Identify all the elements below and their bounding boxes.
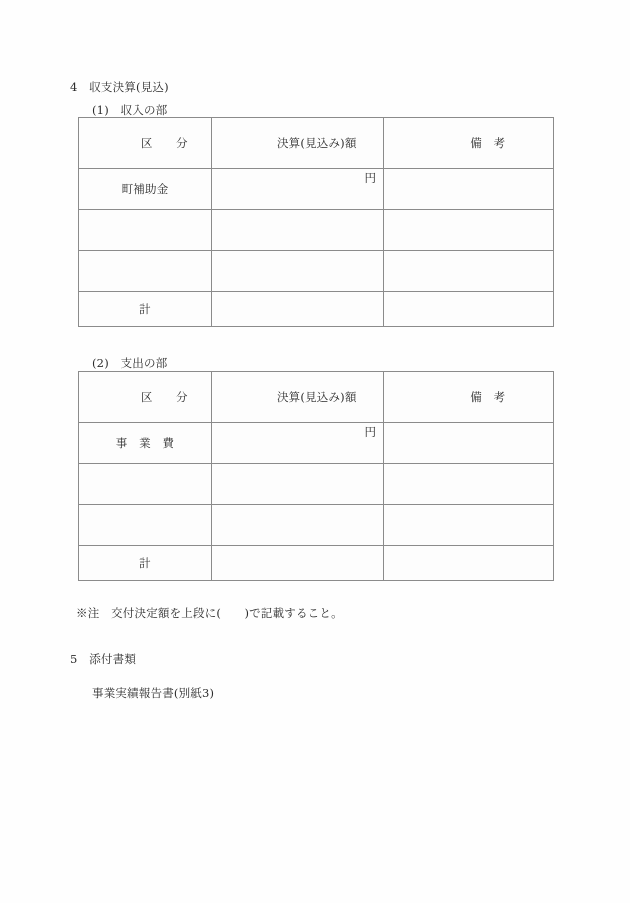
header-label-category: 区 分 bbox=[140, 136, 188, 150]
amount-input-cell[interactable] bbox=[212, 505, 384, 546]
total-remarks-cell[interactable] bbox=[384, 292, 554, 327]
amount-input-cell[interactable] bbox=[212, 464, 384, 505]
remarks-input-cell[interactable] bbox=[384, 464, 554, 505]
header-cell-amount bbox=[212, 372, 384, 423]
form-note: ※注 交付決定額を上段に( )で記載すること。 bbox=[76, 606, 343, 620]
remarks-input-cell[interactable] bbox=[384, 251, 554, 292]
table-row bbox=[79, 464, 554, 505]
header-cell-category bbox=[79, 118, 212, 169]
table-header-row bbox=[79, 372, 554, 423]
header-label-amount: 決算(見込み)額 bbox=[276, 136, 357, 150]
total-amount-cell[interactable] bbox=[212, 292, 384, 327]
header-cell-category bbox=[79, 372, 212, 423]
expense-table bbox=[78, 371, 554, 581]
table-total-row bbox=[79, 292, 554, 327]
row-label-cell[interactable] bbox=[79, 251, 212, 292]
table-header-row bbox=[79, 118, 554, 169]
amount-input-cell[interactable] bbox=[212, 169, 384, 210]
table-row bbox=[79, 505, 554, 546]
header-cell-remarks bbox=[384, 372, 554, 423]
row-label-cell[interactable] bbox=[79, 505, 212, 546]
remarks-input-cell[interactable] bbox=[384, 423, 554, 464]
header-label-remarks: 備 考 bbox=[470, 136, 506, 150]
attachment-item: 事業実績報告書(別紙3) bbox=[92, 686, 215, 700]
currency-unit-icon: 円 bbox=[364, 425, 376, 439]
header-label-amount: 決算(見込み)額 bbox=[276, 390, 357, 404]
table-row bbox=[79, 423, 554, 464]
table-row bbox=[79, 169, 554, 210]
remarks-input-cell[interactable] bbox=[384, 505, 554, 546]
row-label-cell: 町補助金 bbox=[79, 169, 212, 210]
total-label-cell: 計 bbox=[79, 292, 212, 327]
row-label-cell: 事 業 費 bbox=[79, 423, 212, 464]
amount-input-cell[interactable] bbox=[212, 423, 384, 464]
table-row bbox=[79, 210, 554, 251]
subsection-label-expense: (2) 支出の部 bbox=[92, 356, 168, 370]
header-label-remarks: 備 考 bbox=[470, 390, 506, 404]
section-heading-5: 5 添付書類 bbox=[70, 652, 137, 666]
section-heading-4: 4 収支決算(見込) bbox=[70, 80, 169, 94]
header-cell-remarks bbox=[384, 118, 554, 169]
amount-input-cell[interactable] bbox=[212, 210, 384, 251]
table-total-row bbox=[79, 546, 554, 581]
currency-unit-icon: 円 bbox=[364, 171, 376, 185]
header-cell-amount bbox=[212, 118, 384, 169]
table-row bbox=[79, 251, 554, 292]
row-label-cell[interactable] bbox=[79, 464, 212, 505]
total-amount-cell[interactable] bbox=[212, 546, 384, 581]
income-table bbox=[78, 117, 554, 327]
total-label-cell: 計 bbox=[79, 546, 212, 581]
remarks-input-cell[interactable] bbox=[384, 169, 554, 210]
row-label-cell[interactable] bbox=[79, 210, 212, 251]
remarks-input-cell[interactable] bbox=[384, 210, 554, 251]
total-remarks-cell[interactable] bbox=[384, 546, 554, 581]
subsection-label-income: (1) 収入の部 bbox=[92, 103, 168, 117]
amount-input-cell[interactable] bbox=[212, 251, 384, 292]
header-label-category: 区 分 bbox=[140, 390, 188, 404]
